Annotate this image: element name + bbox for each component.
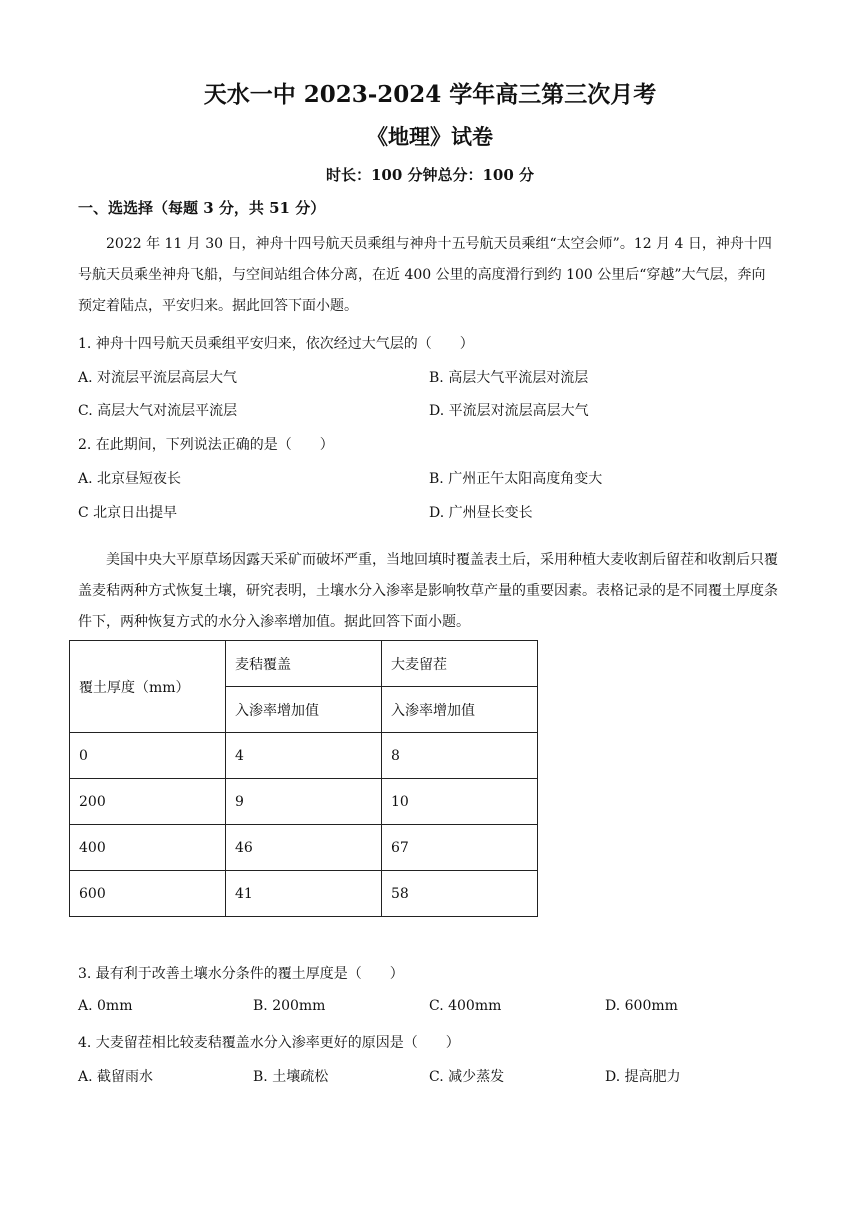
- question-2-option-d: D. 广州昼长变长: [429, 505, 533, 521]
- table-subheader-1: 入渗率增加值: [226, 687, 382, 733]
- question-4-option-b: B. 土壤疏松: [253, 1069, 329, 1085]
- table-row: [70, 825, 538, 871]
- table-row: [70, 871, 538, 917]
- question-4-option-d: D. 提高肥力: [605, 1069, 681, 1085]
- question-1-option-c: C. 高层大气对流层平流层: [78, 403, 238, 419]
- table-subheader-2: 入渗率增加值: [382, 687, 538, 733]
- table-cell: 200: [70, 779, 226, 825]
- table-cell: 4: [226, 733, 382, 779]
- table-row: [70, 779, 538, 825]
- question-1-stem: 1. 神舟十四号航天员乘组平安归来，依次经过大气层的（ ）: [78, 336, 474, 352]
- question-3-option-d: D. 600mm: [605, 998, 678, 1014]
- table-cell: 0: [70, 733, 226, 779]
- question-4-option-a: A. 截留雨水: [78, 1069, 154, 1085]
- question-1-option-a: A. 对流层平流层高层大气: [78, 370, 238, 386]
- question-2-option-b: B. 广州正午太阳高度角变大: [429, 471, 603, 487]
- table-col-header-1: 麦秸覆盖: [226, 641, 382, 687]
- section-heading: 一、选选择（每题 3 分，共 51 分）: [78, 199, 326, 217]
- table-cell: 46: [226, 825, 382, 871]
- infiltration-table: [69, 640, 538, 917]
- table-cell: 400: [70, 825, 226, 871]
- question-3-option-a: A. 0mm: [78, 998, 133, 1014]
- table-cell: 8: [382, 733, 538, 779]
- question-4-stem: 4. 大麦留茬相比较麦秸覆盖水分入渗率更好的原因是（ ）: [78, 1035, 460, 1051]
- exam-meta: 时长：100 分钟总分：100 分: [325, 166, 535, 184]
- table-row: [70, 733, 538, 779]
- question-3-option-b: B. 200mm: [253, 998, 326, 1014]
- question-2-stem: 2. 在此期间，下列说法正确的是（ ）: [78, 437, 334, 453]
- table-col-header-2: 大麦留茬: [382, 641, 538, 687]
- table-cell: 10: [382, 779, 538, 825]
- table-row-header: 覆土厚度（mm）: [70, 641, 226, 733]
- passage-1: 2022 年 11 月 30 日，神舟十四号航天员乘组与神舟十五号航天员乘组“太空会师”。12 月 4 日，神舟十四号航天员乘坐神舟飞船，与空间站组合体分离，在近 400 公里的高度滑行到约 100 公里后“穿越”大气层，奔向预定着陆点，平安归来。据此回答下面小题。: [78, 236, 772, 314]
- question-3-option-c: C. 400mm: [429, 998, 502, 1014]
- question-1-option-b: B. 高层大气平流层对流层: [429, 370, 589, 386]
- question-1-option-d: D. 平流层对流层高层大气: [429, 403, 589, 419]
- table-cell: 41: [226, 871, 382, 917]
- table-cell: 58: [382, 871, 538, 917]
- table-cell: 600: [70, 871, 226, 917]
- table-cell: 9: [226, 779, 382, 825]
- question-4-option-c: C. 减少蒸发: [429, 1069, 505, 1085]
- page-subtitle: 《地理》试卷: [367, 124, 493, 149]
- question-3-stem: 3. 最有利于改善土壤水分条件的覆土厚度是（ ）: [78, 966, 404, 982]
- question-2-option-a: A. 北京昼短夜长: [78, 471, 182, 487]
- question-2-option-c: C 北京日出提早: [78, 505, 178, 521]
- table-cell: 67: [382, 825, 538, 871]
- page-title: 天水一中 2023-2024 学年高三第三次月考: [203, 81, 657, 108]
- passage-2: 美国中央大平原草场因露天采矿而破坏严重，当地回填时覆盖表土后，采用种植大麦收割后留茬和收割后只覆盖麦秸两种方式恢复土壤，研究表明，土壤水分入渗率是影响牧草产量的重要因素。表格记录的是不同覆土厚度条件下，两种恢复方式的水分入渗率增加值。据此回答下面小题。: [78, 552, 778, 630]
